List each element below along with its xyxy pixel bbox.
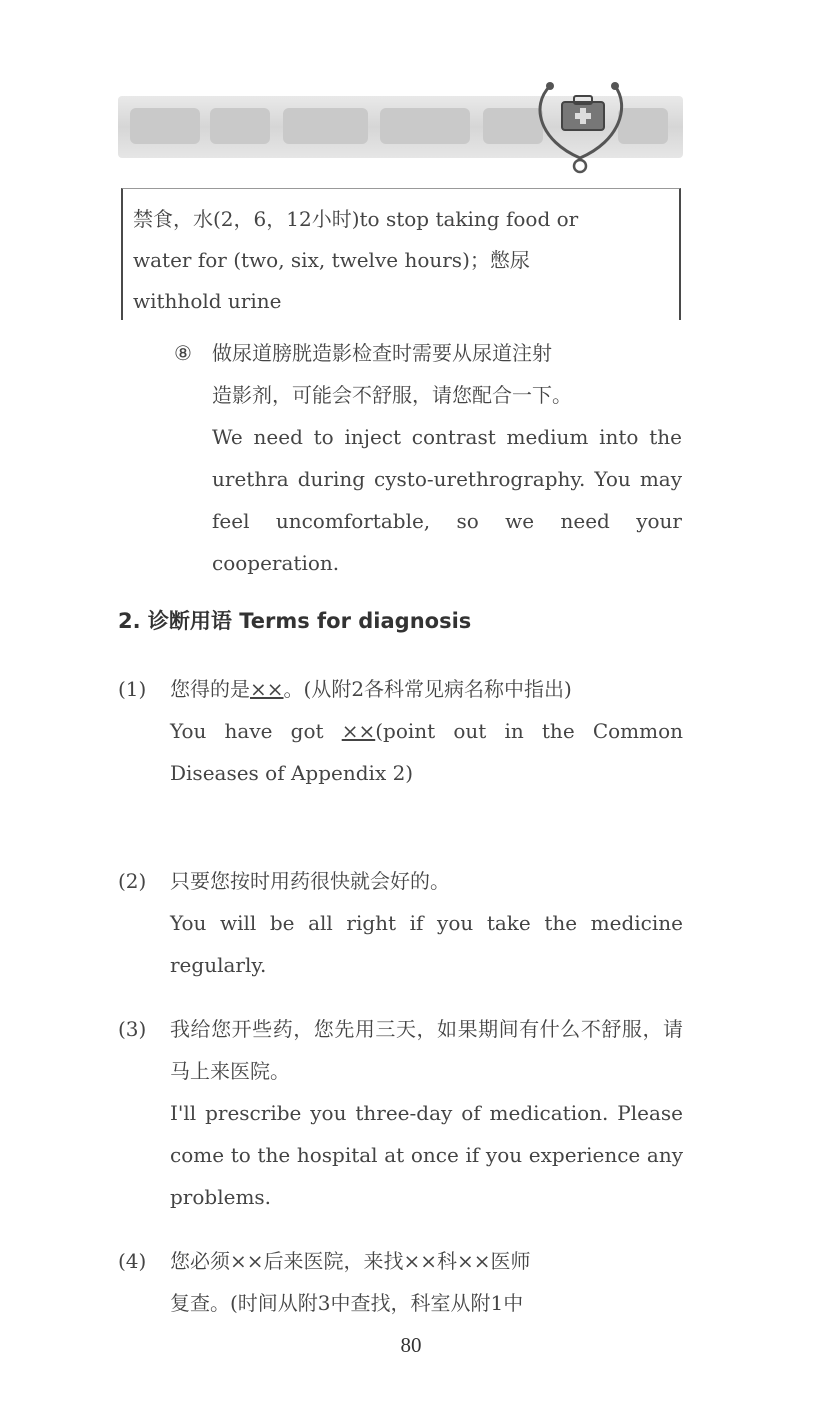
list-item: [118, 860, 683, 986]
item-zh-pre: 您得的是: [170, 677, 250, 701]
stethoscope-earpiece-right: [611, 82, 619, 90]
stethoscope-medical-kit-icon: [530, 76, 640, 176]
item-number: (4): [118, 1249, 147, 1273]
boxed-note-line: withhold urine: [133, 289, 282, 313]
page-number: 80: [400, 1333, 422, 1357]
boxed-note: [121, 188, 681, 320]
item-en: You will be all right if you take the medicine regularly.: [170, 911, 683, 977]
item-number: (2): [118, 869, 147, 893]
header-band-mark: [130, 108, 200, 144]
sub-item-en: We need to inject contrast medium into the urethra during cysto-urethrography. You may feel uncomfortable, so we need your cooperation.: [212, 425, 682, 575]
item-number: (1): [118, 677, 147, 701]
boxed-note-line: water for (two, six, twelve hours)；憋尿: [133, 248, 530, 272]
item-zh-post: 。(从附2各科常见病名称中指出): [283, 677, 572, 701]
sub-item-number: ⑧: [174, 341, 192, 365]
list-item: [118, 668, 683, 794]
item-zh: 我给您开些药，您先用三天，如果期间有什么不舒服，请马上来医院。: [170, 1017, 683, 1083]
item-zh: [170, 668, 683, 710]
sub-item-zh-line: 造影剂，可能会不舒服，请您配合一下。: [212, 383, 572, 407]
item-zh-line: 复查。(时间从附3中查找，科室从附1中: [170, 1291, 524, 1315]
item-en: I'll prescribe you three-day of medication. Please come to the hospital at once if you experience any problems.: [170, 1101, 683, 1209]
stethoscope-chestpiece: [574, 160, 586, 172]
section-heading: 2. 诊断用语 Terms for diagnosis: [118, 609, 472, 633]
item-en-blank: ××: [341, 719, 376, 743]
sub-item-zh-line: 做尿道膀胱造影检查时需要从尿道注射: [212, 341, 552, 365]
sub-item-8: [174, 332, 682, 584]
header-band-mark: [380, 108, 470, 144]
item-en: [170, 710, 683, 794]
item-zh-blank: ××: [250, 677, 284, 701]
list-item: [118, 1008, 683, 1218]
item-number: (3): [118, 1017, 147, 1041]
item-zh-line: 您必须××后来医院，来找××科××医师: [170, 1249, 531, 1273]
header-band-mark: [210, 108, 270, 144]
header-band-mark: [283, 108, 368, 144]
medical-kit-cross-h: [575, 113, 591, 119]
item-zh: 只要您按时用药很快就会好的。: [170, 869, 450, 893]
stethoscope-earpiece-left: [546, 82, 554, 90]
item-en-pre: You have got: [170, 719, 342, 743]
list-item: [118, 1240, 683, 1324]
item-en-post: (point out in the Common Diseases of Appendix 2): [170, 719, 684, 785]
boxed-note-line: 禁食，水(2，6，12小时)to stop taking food or: [133, 207, 579, 231]
